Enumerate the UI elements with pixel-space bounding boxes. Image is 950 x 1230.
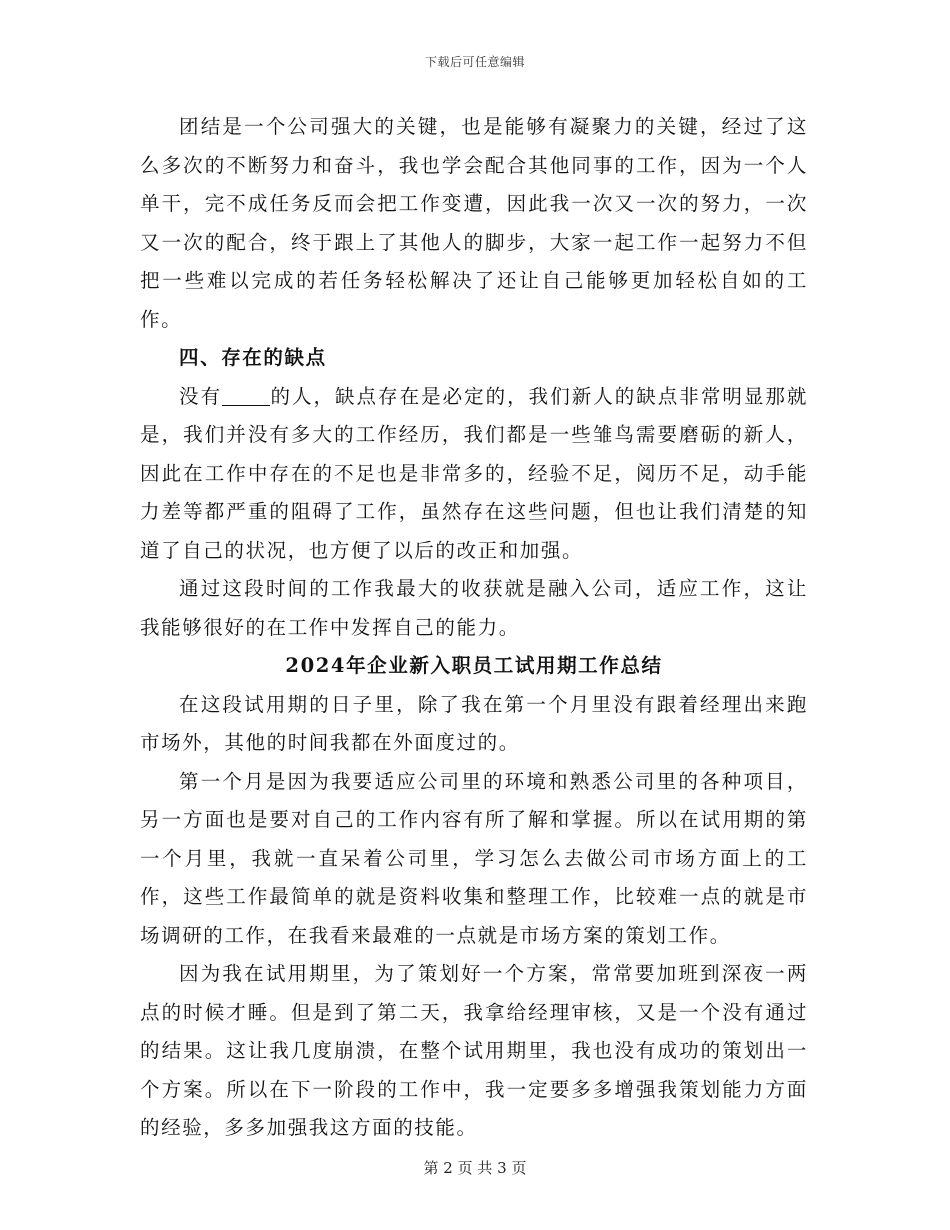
paragraph-gains: 通过这段时间的工作我最大的收获就是融入公司，适应工作，这让我能够很好的在工作中发挥自己的能力。 <box>140 577 808 639</box>
paragraph-defects-start: 没有 <box>179 384 223 408</box>
paragraph-first-month: 第一个月是因为我要适应公司里的环境和熟悉公司里的各种项目，另一方面也是要对自己的工作内容有所了解和掌握。所以在试用期的第一个月里，我就一直呆着公司里，学习怎么去做公司市场方面上的工作，这些工作最简单的就是资料收集和整理工作，比较难一点的就是市场调研的工作，在我看来最难的一点就是市场方案的策划工作。 <box>140 769 808 947</box>
paragraph-defects-rest: 的人，缺点存在是必定的，我们新人的缺点非常明显那就是，我们并没有多大的工作经历，我们都是一些雏鸟需要磨砺的新人，因此在工作中存在的不足也是非常多的，经验不足，阅历不足，动手能力差等都严重的阻碍了工作，虽然存在这些问题，但也让我们清楚的知道了自己的状况，也方便了以后的改正和加强。 <box>140 384 808 562</box>
paragraph-teamwork: 团结是一个公司强大的关键，也是能够有凝聚力的关键，经过了这么多次的不断努力和奋斗，我也学会配合其他同事的工作，因为一个人单干，完不成任务反而会把工作变遭，因此我一次又一次的努力，一次又一次的配合，终于跟上了其他人的脚步，大家一起工作一起努力不但把一些难以完成的若任务轻松解决了还让自己能够更加轻松自如的工作。 <box>140 115 808 331</box>
section-heading-defects: 四、存在的缺点 <box>179 346 327 369</box>
document-title: 2024年企业新入职员工试用期工作总结 <box>285 654 663 677</box>
document-body <box>140 108 808 1148</box>
paragraph-defects <box>140 378 808 571</box>
page-number-footer: 第 2 页 共 3 页 <box>423 1159 527 1177</box>
fill-in-blank <box>222 385 270 406</box>
paragraph-planning: 因为我在试用期里，为了策划好一个方案，常常要加班到深夜一两点的时候才睡。但是到了第二天，我拿给经理审核，又是一个没有通过的结果。这让我几度崩溃，在整个试用期里，我也没有成功的策划出一个方案。所以在下一阶段的工作中，我一定要多多增强我策划能力方面的经验，多多加强我这方面的技能。 <box>140 962 808 1139</box>
paragraph-probation-intro: 在这段试用期的日子里，除了我在第一个月里没有跟着经理出来跑市场外，其他的时间我都在外面度过的。 <box>140 692 808 754</box>
page-header-note: 下载后可任意编辑 <box>424 55 525 69</box>
